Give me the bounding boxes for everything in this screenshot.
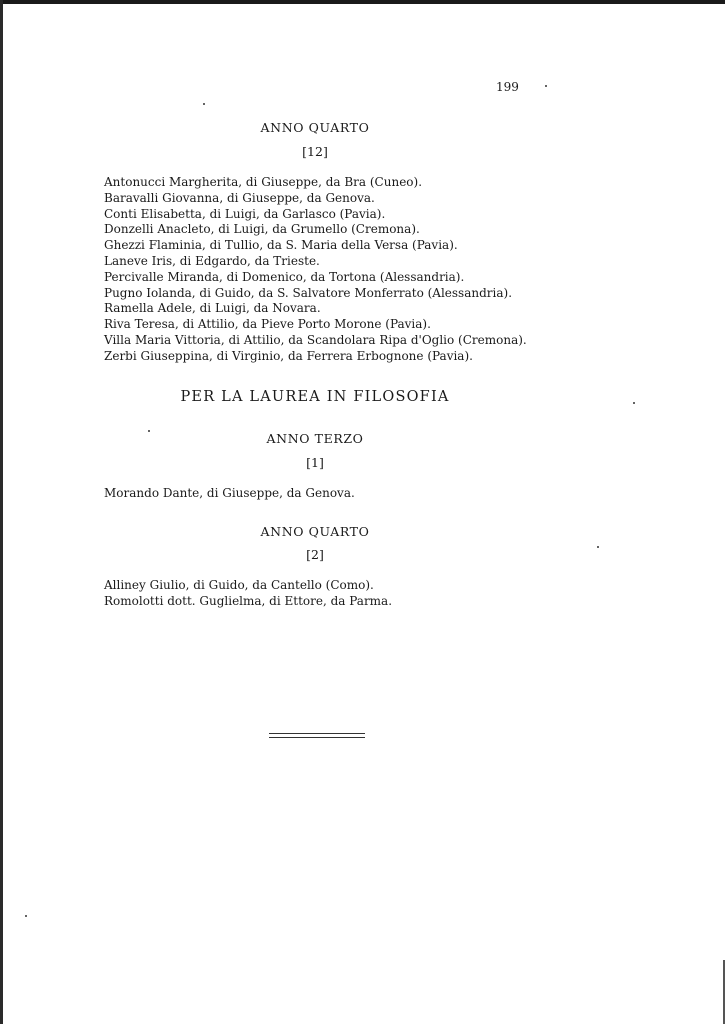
scan-speck [597,546,599,548]
section-heading-anno-terzo: ANNO TERZO [266,431,364,446]
list-item: Pugno Iolanda, di Guido, da S. Salvatore Monferrato (Alessandria). [104,285,513,300]
scan-speck [203,103,205,105]
student-list [104,486,355,502]
list-item: Alliney Giulio, di Guido, da Cantello (Como). [104,578,374,592]
list-item: Antonucci Margherita, di Giuseppe, da Bra (Cuneo). [104,175,423,189]
list-item: Ramella Adele, di Luigi, da Novara. [104,301,321,316]
section-count: [2] [306,547,324,562]
page-number: 199 [496,80,519,94]
list-item: Villa Maria Vittoria, di Attilio, da Scandolara Ripa d'Oglio (Cremona). [104,332,527,347]
section-count: [1] [306,455,324,470]
scan-speck [25,915,27,917]
list-item: Conti Elisabetta, di Luigi, da Garlasco (Pavia). [104,206,386,221]
scan-speck [633,402,635,404]
section-count: [12] [302,144,328,159]
list-item: Riva Teresa, di Attilio, da Pieve Porto Morone (Pavia). [104,317,431,332]
end-rule [269,733,365,738]
list-item: Zerbi Giuseppina, di Virginio, da Ferrera Erbognone (Pavia). [104,348,473,363]
degree-title: PER LA LAUREA IN FILOSOFIA [180,389,450,405]
scan-speck [148,430,150,432]
list-item: Morando Dante, di Giuseppe, da Genova. [104,486,355,500]
section-heading-anno-quarto: ANNO QUARTO [260,524,370,539]
scan-speck [545,85,547,87]
student-list [104,175,527,365]
page-top-edge [0,0,725,4]
list-item: Laneve Iris, di Edgardo, da Trieste. [104,253,320,268]
student-list [104,578,392,610]
list-item: Donzelli Anacleto, di Luigi, da Grumello (Cremona). [104,222,420,237]
list-item: Ghezzi Flaminia, di Tullio, da S. Maria della Versa (Pavia). [104,238,458,253]
list-item: Baravalli Giovanna, di Giuseppe, da Genova. [104,190,375,205]
list-item: Percivalle Miranda, di Domenico, da Tortona (Alessandria). [104,269,465,284]
list-item: Romolotti dott. Guglielma, di Ettore, da Parma. [104,593,393,608]
section-heading-anno-quarto: ANNO QUARTO [260,120,370,135]
